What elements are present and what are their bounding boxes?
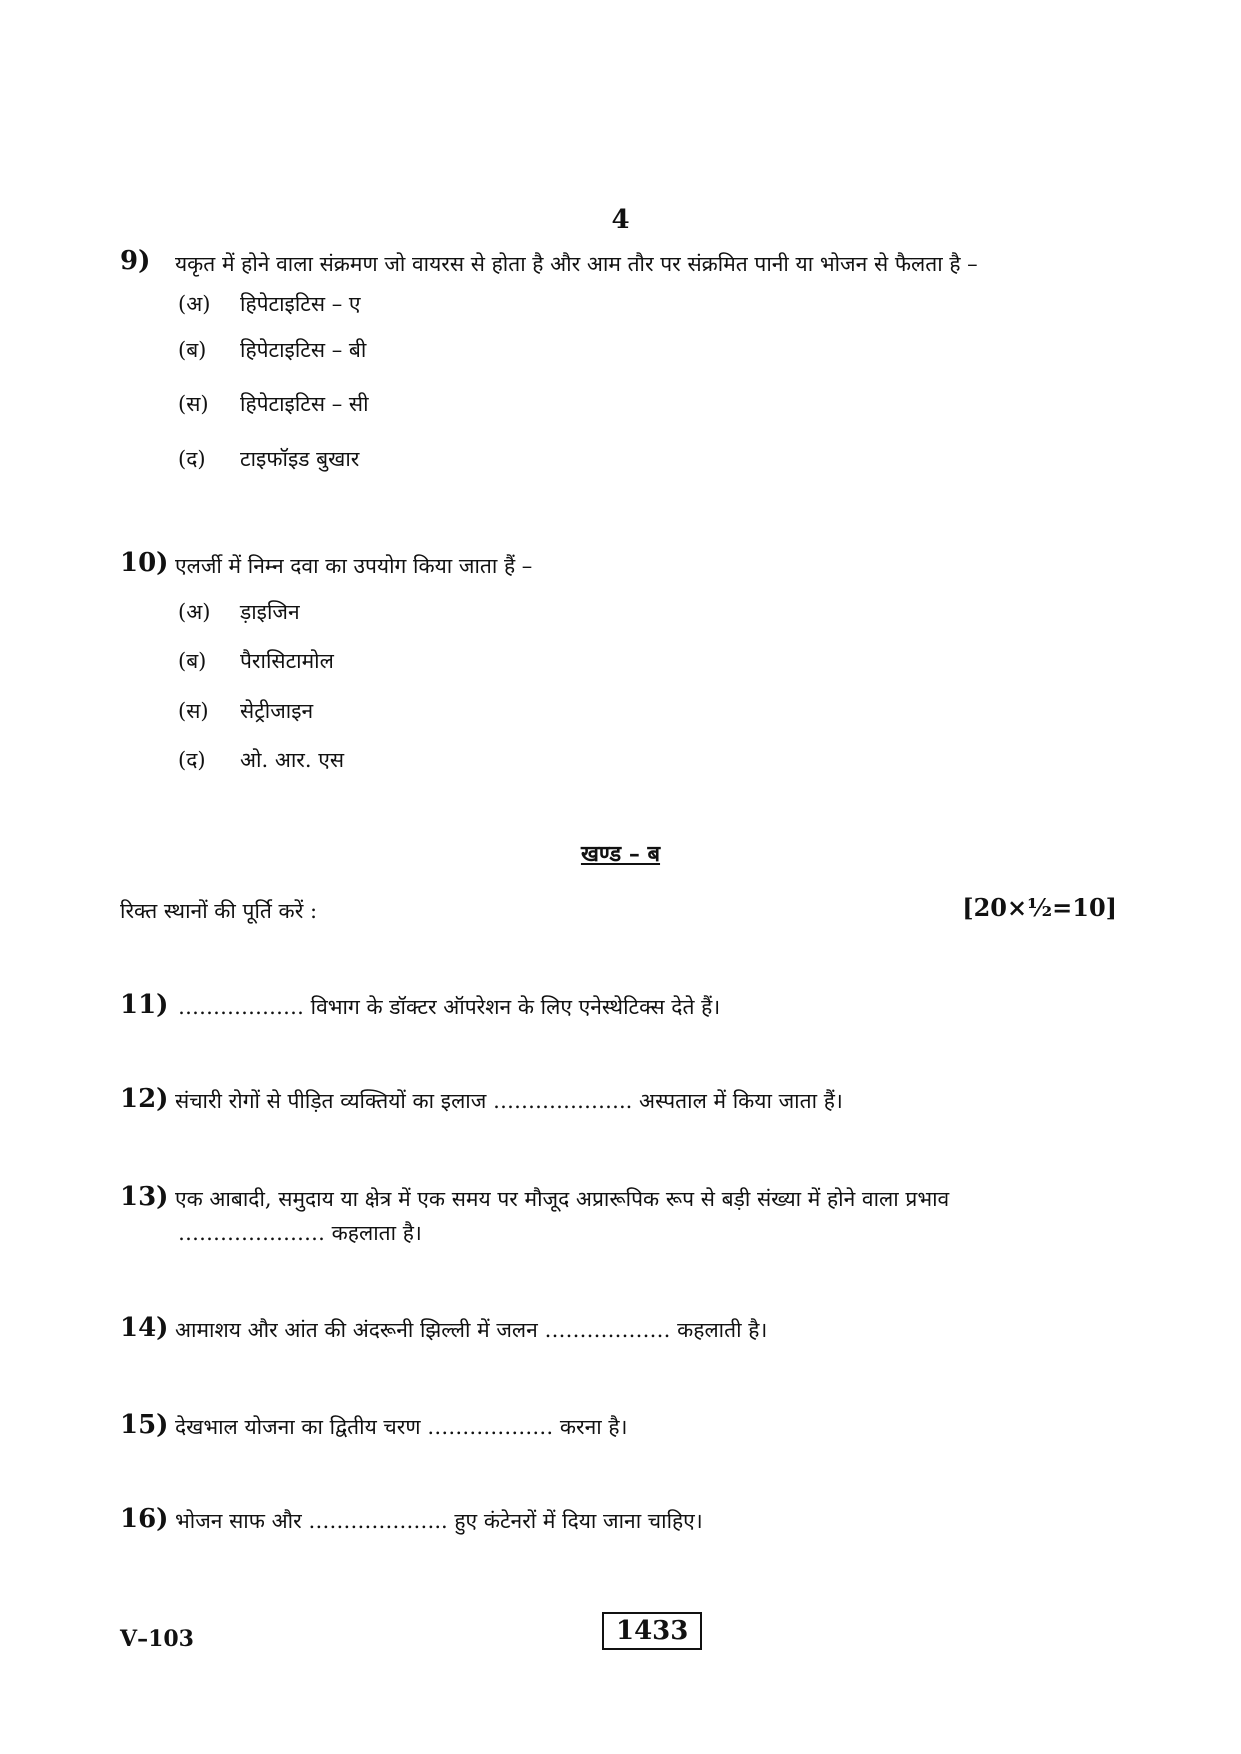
option-text: ड़ाइजिन — [240, 600, 300, 624]
option-text: ओ. आर. एस — [240, 748, 345, 772]
question-10-option-c — [178, 697, 313, 725]
option-text: पैरासिटामोल — [240, 649, 334, 673]
option-text: टाइफॉइड बुखार — [240, 447, 360, 471]
footer-box-number: 1433 — [602, 1612, 702, 1650]
option-text: हिपेटाइटिस – सी — [240, 392, 369, 416]
question-10-option-b — [178, 647, 334, 675]
question-10-option-a — [178, 598, 300, 626]
question-9-option-b — [178, 336, 366, 364]
question-10-text: एलर्जी में निम्न दवा का उपयोग किया जाता हैं – — [175, 554, 533, 578]
option-text: हिपेटाइटिस – बी — [240, 338, 367, 362]
question-15-number: 15) — [120, 1410, 169, 1440]
option-text: हिपेटाइटिस – ए — [240, 292, 361, 316]
question-9-option-d — [178, 445, 359, 473]
option-label: (द) — [178, 748, 206, 772]
question-13-text-continued: ………………… कहलाता है। — [178, 1221, 422, 1245]
option-label: (द) — [178, 447, 206, 471]
option-label: (ब) — [178, 338, 207, 362]
option-label: (ब) — [178, 649, 207, 673]
option-label: (अ) — [178, 292, 211, 316]
section-marks: [20×½=10] — [962, 893, 1117, 922]
question-11-text: ……………… विभाग के डॉक्टर ऑपरेशन के लिए एनेस्थेटिक्स देते हैं। — [178, 995, 721, 1019]
question-10-number: 10) — [120, 548, 169, 578]
question-14-text: आमाशय और आंत की अंदरूनी झिल्ली में जलन ……………… कहलाती है। — [175, 1318, 768, 1342]
option-label: (अ) — [178, 600, 211, 624]
question-12-text: संचारी रोगों से पीड़ित व्यक्तियों का इलाज ……………….. अस्पताल में किया जाता हैं। — [175, 1089, 843, 1113]
question-9-option-c — [178, 390, 369, 418]
question-10-option-d — [178, 746, 344, 774]
question-9-option-a — [178, 290, 361, 318]
question-14-number: 14) — [120, 1313, 169, 1343]
question-11-number: 11) — [120, 990, 169, 1020]
footer-code: V–103 — [120, 1626, 194, 1652]
question-9-text: यकृत में होने वाला संक्रमण जो वायरस से होता है और आम तौर पर संक्रमित पानी या भोजन से फैलता है – — [175, 252, 978, 276]
question-12-number: 12) — [120, 1084, 169, 1114]
option-label: (स) — [178, 699, 209, 723]
section-instruction: रिक्त स्थानों की पूर्ति करें : — [120, 899, 318, 923]
question-13-number: 13) — [120, 1182, 169, 1212]
question-13-text: एक आबादी, समुदाय या क्षेत्र में एक समय पर मौजूद अप्रारूपिक रूप से बड़ी संख्या में होने वाला प्रभाव — [175, 1187, 950, 1211]
option-label: (स) — [178, 392, 209, 416]
question-16-number: 16) — [120, 1504, 169, 1534]
page-number: 4 — [611, 205, 630, 235]
question-16-text: भोजन साफ और ……………….. हुए कंटेनरों में दिया जाना चाहिए। — [175, 1509, 703, 1533]
question-15-text: देखभाल योजना का द्वितीय चरण ……………… करना है। — [175, 1415, 628, 1439]
section-heading: खण्ड – ब — [580, 841, 661, 867]
option-text: सेट्रीजाइन — [240, 699, 314, 723]
question-9-number: 9) — [120, 246, 151, 276]
